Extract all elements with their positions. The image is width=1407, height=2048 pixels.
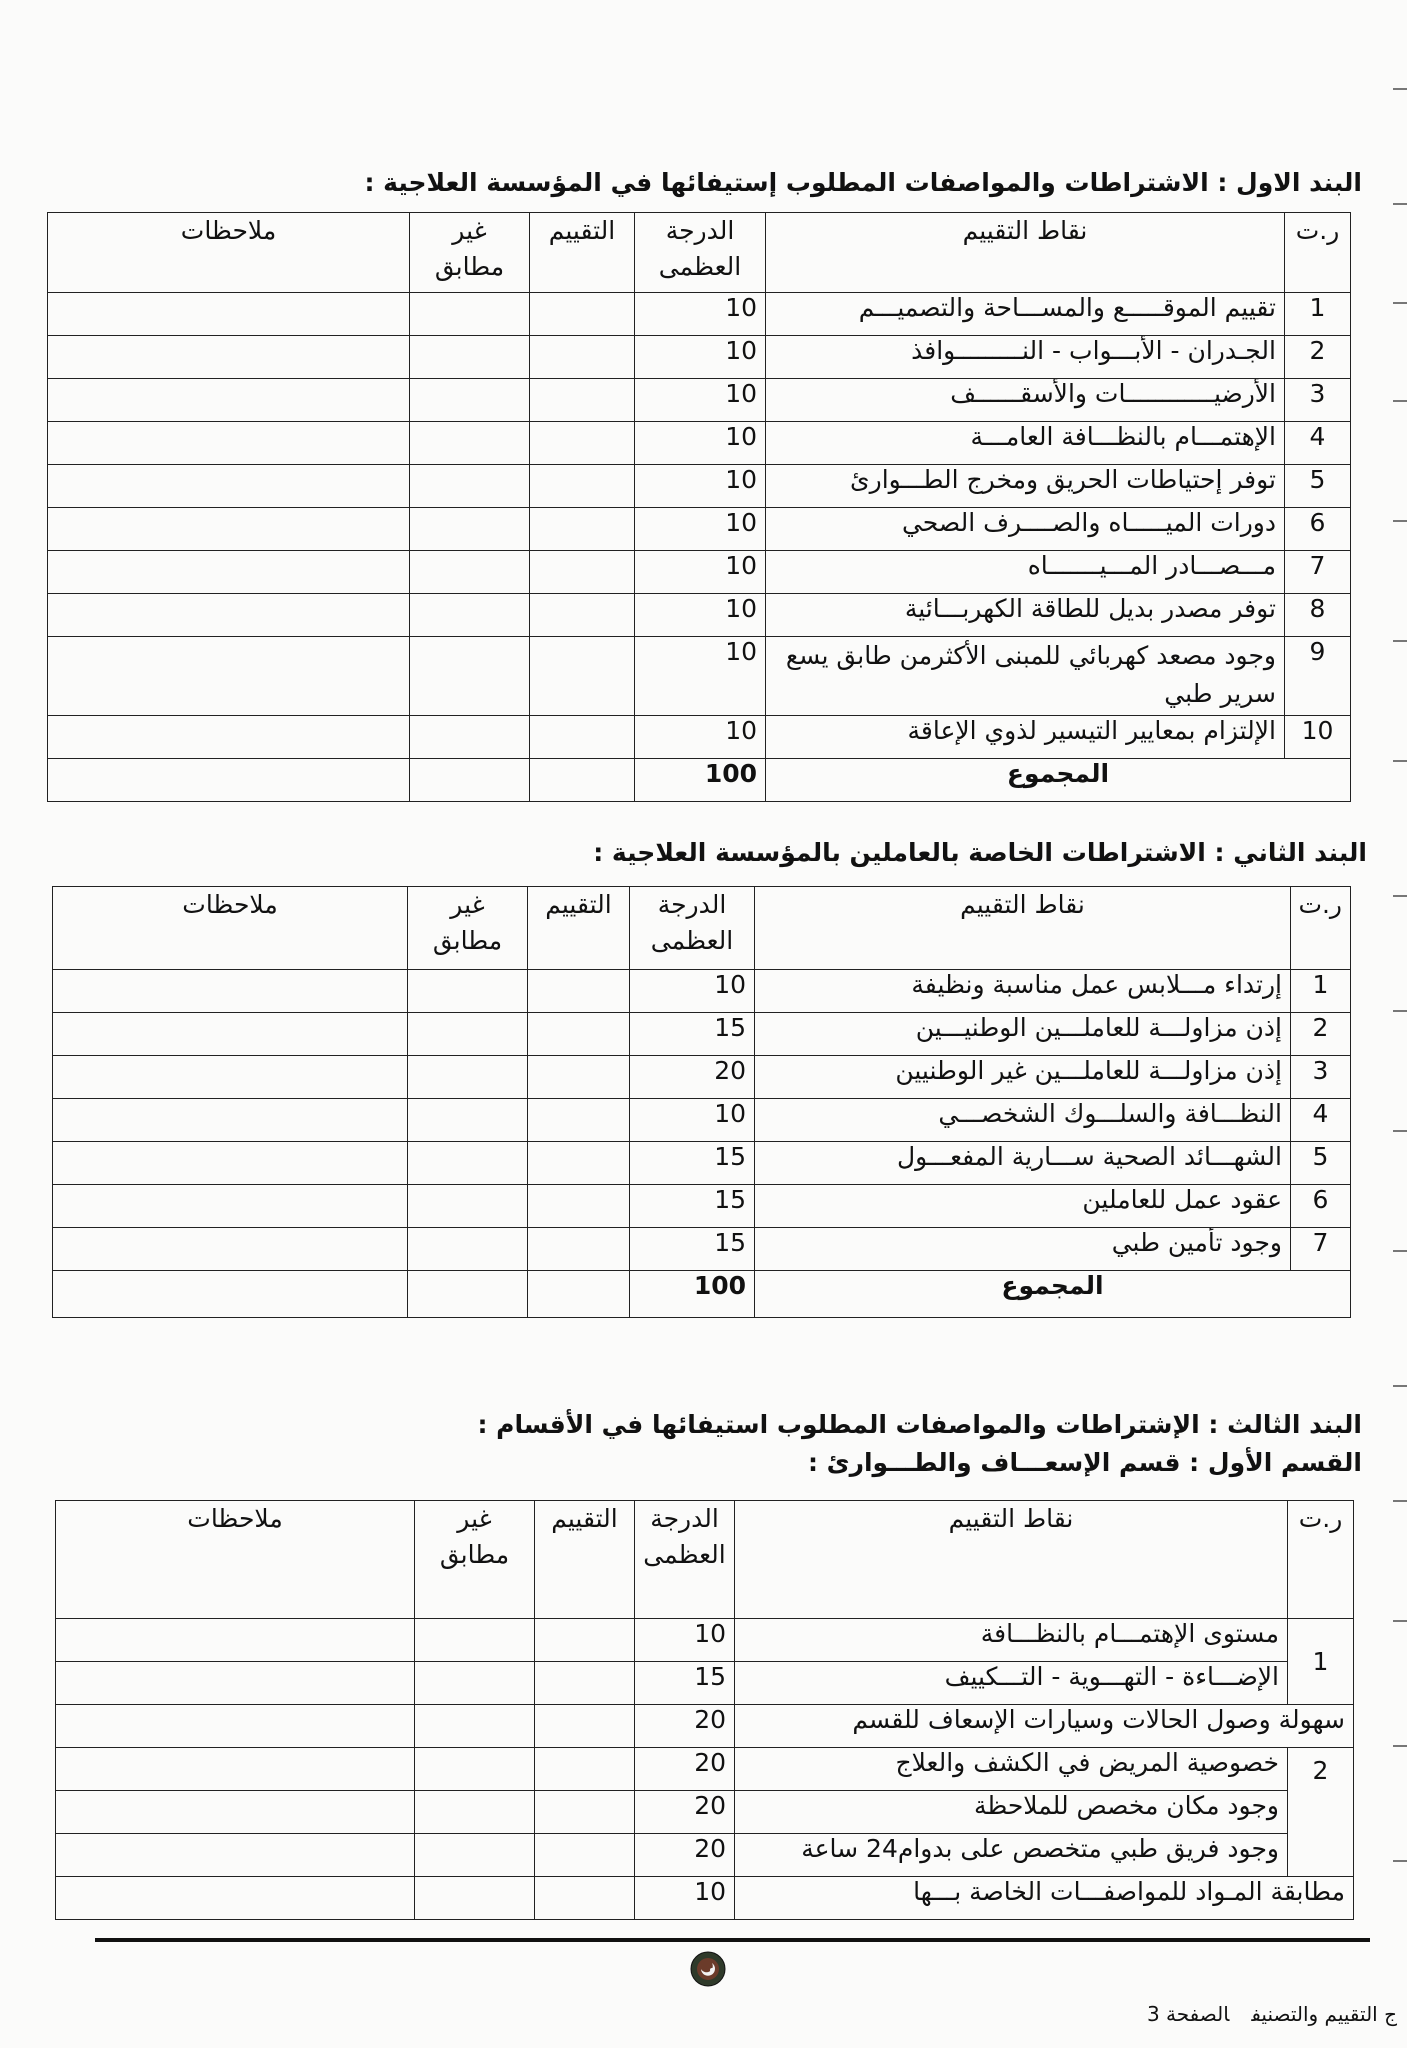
footer-office: ج التقييم والتصنيف bbox=[1251, 2002, 1397, 2026]
eval-cell[interactable] bbox=[528, 1185, 630, 1228]
row-item: مستوى الإهتمـــام بالنظـــافة bbox=[735, 1619, 1288, 1662]
page-number: الصفحة 3 bbox=[1146, 2002, 1230, 2026]
notes-cell[interactable] bbox=[56, 1619, 415, 1662]
row-item: تقييم الموقـــــع والمســـاحة والتصميـــم bbox=[766, 293, 1285, 336]
col-nonmatch: غير مطابق bbox=[410, 213, 530, 293]
nonmatch-cell[interactable] bbox=[415, 1877, 535, 1920]
table-row bbox=[56, 1705, 1354, 1748]
notes-cell[interactable] bbox=[48, 422, 410, 465]
margin-mark bbox=[1393, 640, 1407, 642]
row-num: 10 bbox=[1285, 716, 1351, 759]
row-num: 1 bbox=[1285, 293, 1351, 336]
total-row bbox=[48, 759, 1351, 802]
eval-cell[interactable] bbox=[528, 1056, 630, 1099]
row-max: 15 bbox=[630, 1142, 755, 1185]
eval-cell[interactable] bbox=[528, 1013, 630, 1056]
eval-cell[interactable] bbox=[535, 1834, 635, 1877]
margin-mark bbox=[1393, 1500, 1407, 1502]
eval-cell[interactable] bbox=[528, 1228, 630, 1271]
section3-subtitle: القسم الأول : قسم الإسعـــاف والطـــوارئ : bbox=[807, 1448, 1362, 1477]
notes-cell[interactable] bbox=[53, 1056, 408, 1099]
row-item: الشهـــائد الصحية ســـارية المفعـــول bbox=[755, 1142, 1291, 1185]
total-row bbox=[53, 1271, 1351, 1318]
table-row bbox=[48, 336, 1351, 379]
nonmatch-cell[interactable] bbox=[408, 1142, 528, 1185]
row-num: 5 bbox=[1291, 1142, 1351, 1185]
nonmatch-cell[interactable] bbox=[408, 1056, 528, 1099]
nonmatch-cell[interactable] bbox=[415, 1662, 535, 1705]
notes-cell[interactable] bbox=[48, 716, 410, 759]
nonmatch-cell[interactable] bbox=[410, 716, 530, 759]
notes-cell[interactable] bbox=[48, 336, 410, 379]
table-header-row bbox=[56, 1501, 1354, 1619]
table-row bbox=[53, 1013, 1351, 1056]
col-max: الدرجة العظمى bbox=[630, 887, 755, 970]
col-notes: ملاحظات bbox=[53, 887, 408, 970]
nonmatch-cell[interactable] bbox=[410, 551, 530, 594]
table-row bbox=[53, 1056, 1351, 1099]
eval-cell[interactable] bbox=[535, 1877, 635, 1920]
col-max: الدرجة العظمى bbox=[635, 1501, 735, 1619]
row-max: 10 bbox=[635, 716, 766, 759]
section2-title: البند الثاني : الاشتراطات الخاصة بالعاملين بالمؤسسة العلاجية : bbox=[593, 838, 1367, 867]
row-max: 15 bbox=[630, 1228, 755, 1271]
nonmatch-cell[interactable] bbox=[415, 1619, 535, 1662]
eval-cell[interactable] bbox=[530, 293, 635, 336]
row-num: 3 bbox=[1285, 379, 1351, 422]
eval-cell[interactable] bbox=[535, 1748, 635, 1791]
nonmatch-cell[interactable] bbox=[410, 293, 530, 336]
row-item: النظـــافة والسلـــوك الشخصـــي bbox=[755, 1099, 1291, 1142]
nonmatch-cell[interactable] bbox=[410, 379, 530, 422]
row-item: الإهتمـــام بالنظـــافة العامـــة bbox=[766, 422, 1285, 465]
eval-cell[interactable] bbox=[530, 759, 635, 802]
nonmatch-cell[interactable] bbox=[408, 1228, 528, 1271]
table-row bbox=[48, 379, 1351, 422]
row-num: 3 bbox=[1291, 1056, 1351, 1099]
total-value: 100 bbox=[635, 759, 766, 802]
notes-cell[interactable] bbox=[48, 594, 410, 637]
row-item: خصوصية المريض في الكشف والعلاج bbox=[735, 1748, 1288, 1791]
margin-mark bbox=[1393, 1385, 1407, 1387]
row-max: 10 bbox=[635, 1877, 735, 1920]
notes-cell[interactable] bbox=[56, 1877, 415, 1920]
table-row bbox=[53, 1142, 1351, 1185]
notes-cell[interactable] bbox=[56, 1834, 415, 1877]
table-row bbox=[56, 1619, 1354, 1662]
notes-cell[interactable] bbox=[56, 1748, 415, 1791]
table-row bbox=[48, 465, 1351, 508]
eval-cell[interactable] bbox=[528, 1099, 630, 1142]
row-max: 10 bbox=[635, 637, 766, 716]
row-item: مطابقة المـواد للمواصفـــات الخاصة بـــها bbox=[735, 1877, 1354, 1920]
notes-cell[interactable] bbox=[48, 637, 410, 716]
table-row bbox=[56, 1877, 1354, 1920]
notes-cell[interactable] bbox=[53, 1228, 408, 1271]
row-item: إذن مزاولـــة للعاملـــين الوطنيـــين bbox=[755, 1013, 1291, 1056]
row-max: 10 bbox=[630, 970, 755, 1013]
row-item: الإلتزام بمعايير التيسير لذوي الإعاقة bbox=[766, 716, 1285, 759]
row-max: 10 bbox=[635, 379, 766, 422]
margin-mark bbox=[1393, 1010, 1407, 1012]
col-max: الدرجة العظمى bbox=[635, 213, 766, 293]
row-num: 7 bbox=[1291, 1228, 1351, 1271]
nonmatch-cell[interactable] bbox=[410, 637, 530, 716]
col-num: ر.ت bbox=[1288, 1501, 1354, 1619]
table-row bbox=[56, 1791, 1354, 1834]
row-item: الإضـــاءة - التهـــوية - التـــكييف bbox=[735, 1662, 1288, 1705]
table-row bbox=[53, 1185, 1351, 1228]
footer bbox=[1125, 2002, 1397, 2026]
col-num: ر.ت bbox=[1285, 213, 1351, 293]
margin-mark bbox=[1393, 88, 1407, 90]
margin-mark bbox=[1393, 760, 1407, 762]
margin-mark bbox=[1393, 1250, 1407, 1252]
notes-cell[interactable] bbox=[48, 759, 410, 802]
table-row bbox=[48, 637, 1351, 716]
notes-cell[interactable] bbox=[53, 1013, 408, 1056]
eval-cell[interactable] bbox=[528, 1142, 630, 1185]
table-row bbox=[56, 1748, 1354, 1791]
notes-cell[interactable] bbox=[53, 1099, 408, 1142]
notes-cell[interactable] bbox=[53, 1185, 408, 1228]
nonmatch-cell[interactable] bbox=[408, 1099, 528, 1142]
footer-rule bbox=[95, 1938, 1370, 1942]
table-row bbox=[48, 594, 1351, 637]
eval-cell[interactable] bbox=[528, 1271, 630, 1318]
margin-mark bbox=[1393, 1130, 1407, 1132]
notes-cell[interactable] bbox=[48, 293, 410, 336]
nonmatch-cell[interactable] bbox=[415, 1748, 535, 1791]
total-value: 100 bbox=[630, 1271, 755, 1318]
row-item: دورات الميـــــاه والصــــرف الصحي bbox=[766, 508, 1285, 551]
notes-cell[interactable] bbox=[56, 1662, 415, 1705]
nonmatch-cell[interactable] bbox=[410, 465, 530, 508]
col-nonmatch: غير مطابق bbox=[415, 1501, 535, 1619]
nonmatch-cell[interactable] bbox=[408, 1271, 528, 1318]
eval-cell[interactable] bbox=[535, 1705, 635, 1748]
eval-cell[interactable] bbox=[530, 508, 635, 551]
row-max: 10 bbox=[635, 594, 766, 637]
row-num: 8 bbox=[1285, 594, 1351, 637]
table-row bbox=[53, 1228, 1351, 1271]
margin-mark bbox=[1393, 302, 1407, 304]
row-num: 6 bbox=[1291, 1185, 1351, 1228]
section2-table bbox=[52, 886, 1351, 1318]
nonmatch-cell[interactable] bbox=[410, 759, 530, 802]
row-max: 20 bbox=[635, 1834, 735, 1877]
table-row bbox=[48, 551, 1351, 594]
row-num: 9 bbox=[1285, 637, 1351, 716]
nonmatch-cell[interactable] bbox=[410, 336, 530, 379]
eval-cell[interactable] bbox=[530, 551, 635, 594]
nonmatch-cell[interactable] bbox=[408, 970, 528, 1013]
row-item: إرتداء مـــلابس عمل مناسبة ونظيفة bbox=[755, 970, 1291, 1013]
row-item: الأرضيــــــــــــات والأسقــــــف bbox=[766, 379, 1285, 422]
col-eval: التقييم bbox=[535, 1501, 635, 1619]
row-num: 2 bbox=[1291, 1013, 1351, 1056]
notes-cell[interactable] bbox=[48, 508, 410, 551]
nonmatch-cell[interactable] bbox=[410, 508, 530, 551]
row-max: 10 bbox=[635, 1619, 735, 1662]
row-item: الجـدران - الأبـــواب - النـــــــــوافذ bbox=[766, 336, 1285, 379]
total-label: المجموع bbox=[766, 759, 1351, 802]
margin-mark bbox=[1393, 520, 1407, 522]
table-row bbox=[53, 1099, 1351, 1142]
col-eval: التقييم bbox=[530, 213, 635, 293]
row-max: 20 bbox=[635, 1748, 735, 1791]
notes-cell[interactable] bbox=[48, 551, 410, 594]
margin-mark bbox=[1393, 895, 1407, 897]
col-nonmatch: غير مطابق bbox=[408, 887, 528, 970]
col-item: نقاط التقييم bbox=[766, 213, 1285, 293]
row-item: عقود عمل للعاملين bbox=[755, 1185, 1291, 1228]
row-max: 15 bbox=[635, 1662, 735, 1705]
margin-mark bbox=[1393, 400, 1407, 402]
table-row bbox=[53, 970, 1351, 1013]
row-item: وجود فريق طبي متخصص على بدوام24 ساعة bbox=[735, 1834, 1288, 1877]
eval-cell[interactable] bbox=[530, 594, 635, 637]
table-row bbox=[48, 716, 1351, 759]
margin-mark bbox=[1393, 203, 1407, 205]
eval-cell[interactable] bbox=[530, 379, 635, 422]
margin-mark bbox=[1393, 1745, 1407, 1747]
row-item: إذن مزاولـــة للعاملـــين غير الوطنيين bbox=[755, 1056, 1291, 1099]
eval-cell[interactable] bbox=[530, 422, 635, 465]
table-row bbox=[48, 422, 1351, 465]
row-num: 5 bbox=[1285, 465, 1351, 508]
row-num: 2 bbox=[1285, 336, 1351, 379]
table-row bbox=[48, 508, 1351, 551]
eval-cell[interactable] bbox=[530, 637, 635, 716]
row-item: توفر إحتياطات الحريق ومخرج الطـــوارئ bbox=[766, 465, 1285, 508]
eval-cell[interactable] bbox=[535, 1662, 635, 1705]
emblem-icon bbox=[690, 1951, 726, 1987]
col-item: نقاط التقييم bbox=[735, 1501, 1288, 1619]
row-num: 2 bbox=[1288, 1748, 1354, 1877]
eval-cell[interactable] bbox=[530, 336, 635, 379]
row-num: 6 bbox=[1285, 508, 1351, 551]
row-max: 10 bbox=[635, 422, 766, 465]
col-num: ر.ت bbox=[1291, 887, 1351, 970]
row-num: 4 bbox=[1291, 1099, 1351, 1142]
row-item: وجود مكان مخصص للملاحظة bbox=[735, 1791, 1288, 1834]
margin-mark bbox=[1393, 1620, 1407, 1622]
eval-cell[interactable] bbox=[535, 1619, 635, 1662]
row-max: 15 bbox=[630, 1185, 755, 1228]
section3-table bbox=[55, 1500, 1354, 1920]
nonmatch-cell[interactable] bbox=[415, 1834, 535, 1877]
section1-table bbox=[47, 212, 1351, 802]
row-num: 1 bbox=[1291, 970, 1351, 1013]
nonmatch-cell[interactable] bbox=[415, 1791, 535, 1834]
nonmatch-cell[interactable] bbox=[410, 594, 530, 637]
eval-cell[interactable] bbox=[528, 970, 630, 1013]
row-max: 10 bbox=[635, 508, 766, 551]
section1-title: البند الاول : الاشتراطات والمواصفات المطلوب إستيفائها في المؤسسة العلاجية : bbox=[364, 168, 1362, 197]
row-num: 4 bbox=[1285, 422, 1351, 465]
nonmatch-cell[interactable] bbox=[408, 1013, 528, 1056]
table-row bbox=[56, 1662, 1354, 1705]
nonmatch-cell[interactable] bbox=[410, 422, 530, 465]
row-max: 10 bbox=[635, 465, 766, 508]
notes-cell[interactable] bbox=[53, 1142, 408, 1185]
total-label: المجموع bbox=[755, 1271, 1351, 1318]
row-item: وجود مصعد كهربائي للمبنى الأكثرمن طابق يسع سرير طبي bbox=[766, 637, 1285, 716]
notes-cell[interactable] bbox=[56, 1705, 415, 1748]
table-row bbox=[48, 293, 1351, 336]
table-header-row bbox=[48, 213, 1351, 293]
row-max: 10 bbox=[635, 336, 766, 379]
notes-cell[interactable] bbox=[48, 465, 410, 508]
row-num: 1 bbox=[1288, 1619, 1354, 1705]
row-item: مـــصـــادر المـــيـــــــاه bbox=[766, 551, 1285, 594]
table-row bbox=[56, 1834, 1354, 1877]
eval-cell[interactable] bbox=[530, 716, 635, 759]
row-max: 20 bbox=[635, 1791, 735, 1834]
table-header-row bbox=[53, 887, 1351, 970]
col-item: نقاط التقييم bbox=[755, 887, 1291, 970]
row-max: 10 bbox=[630, 1099, 755, 1142]
row-max: 15 bbox=[630, 1013, 755, 1056]
eval-cell[interactable] bbox=[535, 1791, 635, 1834]
nonmatch-cell[interactable] bbox=[408, 1185, 528, 1228]
row-item: توفر مصدر بديل للطاقة الكهربـــائية bbox=[766, 594, 1285, 637]
row-item: وجود تأمين طبي bbox=[755, 1228, 1291, 1271]
notes-cell[interactable] bbox=[53, 1271, 408, 1318]
row-num: 7 bbox=[1285, 551, 1351, 594]
margin-mark bbox=[1393, 1860, 1407, 1862]
eval-cell[interactable] bbox=[530, 465, 635, 508]
notes-cell[interactable] bbox=[56, 1791, 415, 1834]
notes-cell[interactable] bbox=[53, 970, 408, 1013]
col-notes: ملاحظات bbox=[48, 213, 410, 293]
row-max: 20 bbox=[635, 1705, 735, 1748]
row-max: 20 bbox=[630, 1056, 755, 1099]
nonmatch-cell[interactable] bbox=[415, 1705, 535, 1748]
row-max: 10 bbox=[635, 551, 766, 594]
row-item: سهولة وصول الحالات وسيارات الإسعاف للقسم bbox=[735, 1705, 1354, 1748]
notes-cell[interactable] bbox=[48, 379, 410, 422]
col-eval: التقييم bbox=[528, 887, 630, 970]
col-notes: ملاحظات bbox=[56, 1501, 415, 1619]
section3-title: البند الثالث : الإشتراطات والمواصفات المطلوب استيفائها في الأقسام : bbox=[477, 1410, 1362, 1439]
row-max: 10 bbox=[635, 293, 766, 336]
